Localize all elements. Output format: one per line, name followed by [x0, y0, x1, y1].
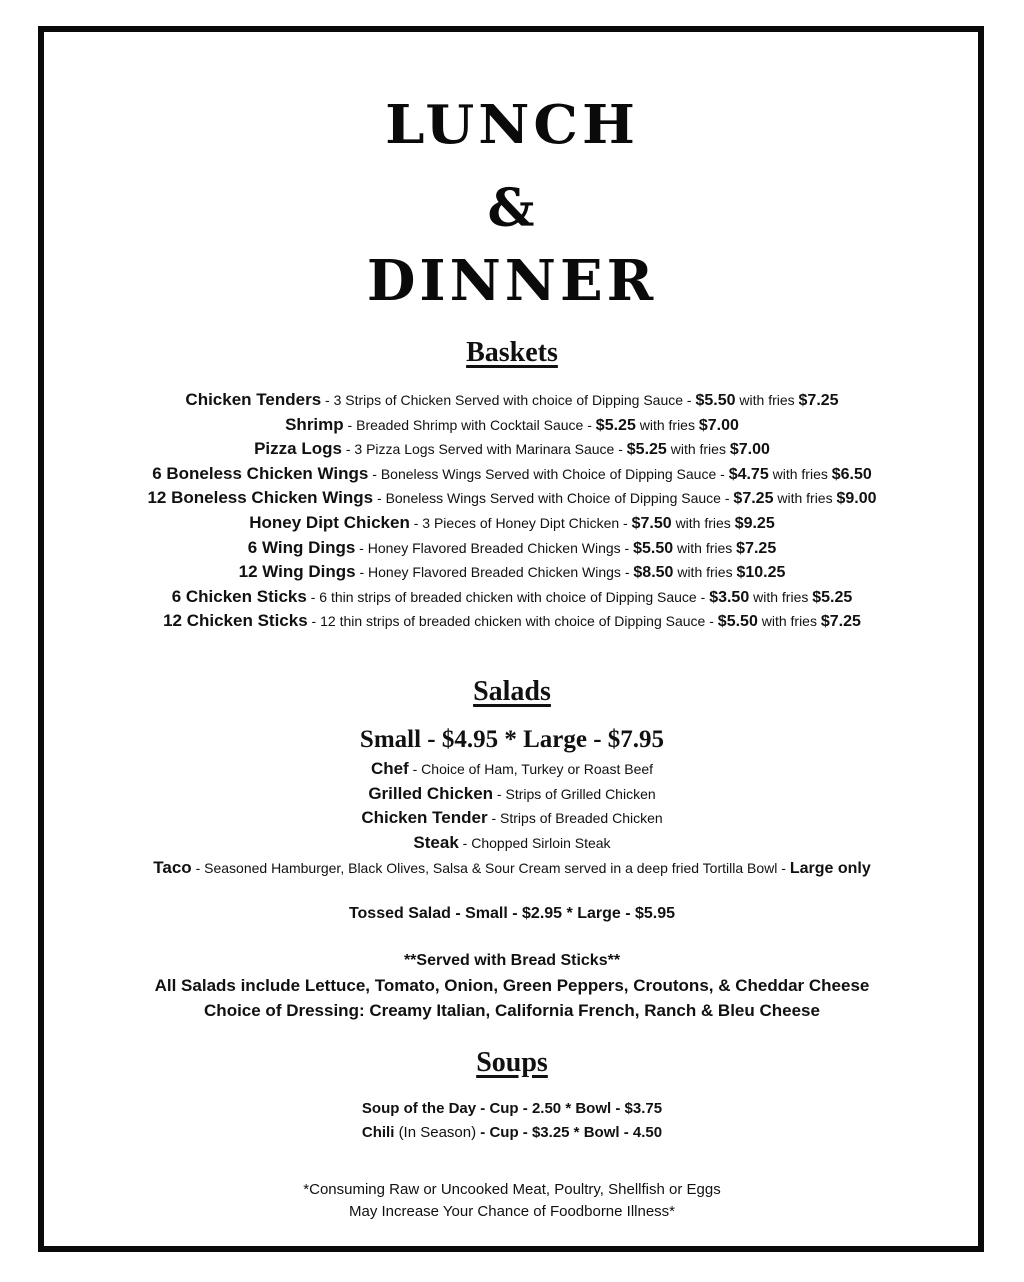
fries-label: with fries	[670, 441, 726, 458]
basket-name: Pizza Logs	[254, 439, 342, 459]
basket-price: $5.25	[595, 416, 636, 434]
basket-name: 6 Wing Dings	[247, 537, 356, 557]
salad-item: Grilled Chicken - Strips of Grilled Chicken	[368, 783, 656, 803]
fries-label: with fries	[677, 539, 733, 556]
basket-name: 12 Wing Dings	[238, 562, 356, 582]
disclaimer-line-1: *Consuming Raw or Uncooked Meat, Poultry, Shellfish or Eggs	[303, 1181, 721, 1198]
basket-price: $5.50	[695, 392, 736, 409]
basket-desc: 3 Pieces of Honey Dipt Chicken	[422, 515, 620, 531]
basket-fries-price: $10.25	[736, 564, 786, 582]
soup-cup-label: Cup	[489, 1124, 519, 1141]
salad-name: Steak	[413, 832, 459, 852]
title-dinner: DINNER	[366, 248, 658, 314]
tossed-salad: Tossed Salad - Small - $2.95 * Large - $5.95	[348, 905, 676, 922]
salads-pricing: Small - $4.95 * Large - $7.95	[359, 726, 665, 753]
salad-item: Chicken Tender - Strips of Breaded Chicken	[361, 808, 663, 827]
soup-bowl-price: 4.50	[632, 1124, 663, 1141]
basket-item: Honey Dipt Chicken - 3 Pieces of Honey Dipt Chicken - $7.50 with fries $9.25	[249, 513, 775, 532]
basket-item: Chicken Tenders - 3 Strips of Chicken Served with choice of Dipping Sauce - $5.50 with fries $7.25	[185, 390, 839, 409]
basket-name: 6 Chicken Sticks	[171, 586, 307, 606]
soup-item: Soup of the Day - Cup - 2.50 * Bowl - $3.75	[361, 1100, 663, 1117]
salad-name: Taco	[153, 858, 192, 877]
soup-cup-price: $3.25	[531, 1124, 570, 1141]
soup-cup-label: Cup	[489, 1100, 519, 1117]
basket-price: $5.50	[717, 613, 758, 631]
basket-fries-price: $5.25	[812, 588, 853, 606]
soup-bowl-label: Bowl	[575, 1100, 612, 1117]
salad-name: Chef	[370, 759, 409, 778]
basket-name: Honey Dipt Chicken	[249, 513, 410, 532]
basket-item: 12 Wing Dings - Honey Flavored Breaded Chicken Wings - $8.50 with fries $10.25	[238, 562, 786, 582]
basket-fries-price: $7.25	[820, 613, 861, 631]
disclaimer-line-2: May Increase Your Chance of Foodborne Illness*	[348, 1203, 676, 1220]
basket-price: $5.25	[626, 441, 667, 459]
fries-label: with fries	[677, 564, 733, 581]
basket-item: 6 Chicken Sticks - 6 thin strips of breaded chicken with choice of Dipping Sauce - $3.50 with fries $5.25	[171, 586, 853, 606]
salad-note: Large only	[789, 860, 871, 877]
tossed-small-label: Small	[465, 905, 508, 922]
soup-bowl-price: $3.75	[624, 1100, 663, 1117]
fries-label: with fries	[639, 416, 695, 433]
basket-item: 12 Chicken Sticks - 12 thin strips of breaded chicken with choice of Dipping Sauce - $5.50 with fries $7.25	[163, 611, 861, 631]
fries-label: with fries	[753, 588, 809, 605]
basket-price: $4.75	[728, 465, 769, 483]
basket-item: Shrimp - Breaded Shrimp with Cocktail Sauce - $5.25 with fries $7.00	[285, 414, 739, 434]
basket-name: 12 Boneless Chicken Wings	[147, 488, 374, 508]
basket-fries-price: $9.25	[734, 515, 775, 532]
basket-price: $3.50	[709, 588, 750, 606]
basket-desc: Breaded Shrimp with Cocktail Sauce	[356, 416, 584, 433]
salad-item: Chef - Choice of Ham, Turkey or Roast Beef	[370, 759, 654, 778]
fries-label: with fries	[675, 515, 731, 531]
basket-item: Pizza Logs - 3 Pizza Logs Served with Marinara Sauce - $5.25 with fries $7.00	[254, 439, 770, 459]
tossed-large-price: $5.95	[635, 905, 676, 922]
basket-name: Shrimp	[285, 414, 344, 434]
basket-desc: 3 Strips of Chicken Served with choice of Dipping Sauce	[333, 392, 684, 408]
fries-label: with fries	[772, 465, 828, 482]
salad-item-taco: Taco - Seasoned Hamburger, Black Olives, Salsa & Sour Cream served in a deep fried Tortilla Bowl - Large only	[153, 858, 871, 877]
salad-name: Grilled Chicken	[368, 783, 494, 803]
basket-name: Chicken Tenders	[185, 390, 322, 409]
soups-heading: Soups	[476, 1047, 548, 1078]
basket-item: 6 Boneless Chicken Wings - Boneless Wings Served with Choice of Dipping Sauce - $4.75 with fries $6.50	[152, 463, 872, 483]
salad-item: Steak - Chopped Sirloin Steak	[413, 832, 611, 852]
basket-desc: Boneless Wings Served with Choice of Dipping Sauce	[380, 465, 717, 482]
salad-desc: Choice of Ham, Turkey or Roast Beef	[421, 761, 654, 777]
fries-label: with fries	[761, 613, 817, 630]
title-lunch: LUNCH	[385, 93, 639, 157]
basket-fries-price: $6.50	[831, 465, 872, 483]
basket-fries-price: $9.00	[836, 490, 877, 508]
soup-name: Chili	[361, 1124, 395, 1141]
basket-desc: 3 Pizza Logs Served with Marinara Sauce	[354, 441, 615, 458]
salad-desc: Strips of Breaded Chicken	[500, 810, 663, 826]
basket-price: $7.50	[631, 515, 672, 532]
basket-desc: Honey Flavored Breaded Chicken Wings	[367, 539, 621, 556]
soup-cup-price: 2.50	[531, 1100, 562, 1117]
basket-fries-price: $7.25	[798, 392, 839, 409]
salads-heading: Salads	[473, 676, 551, 707]
basket-price: $5.50	[633, 539, 674, 557]
baskets-heading: Baskets	[466, 337, 558, 368]
title-ampersand: &	[487, 178, 537, 239]
tossed-large-label: Large	[577, 905, 621, 922]
basket-desc: 6 thin strips of breaded chicken with choice of Dipping Sauce	[319, 588, 697, 605]
bread-note: **Served with Bread Sticks**	[403, 952, 621, 969]
basket-fries-price: $7.00	[698, 416, 739, 434]
salads-dressing: Choice of Dressing: Creamy Italian, California French, Ranch & Bleu Cheese	[204, 1001, 820, 1020]
basket-price: $8.50	[633, 564, 674, 582]
basket-item: 6 Wing Dings - Honey Flavored Breaded Chicken Wings - $5.50 with fries $7.25	[247, 537, 777, 557]
salad-name: Chicken Tender	[361, 808, 488, 827]
basket-name: 6 Boneless Chicken Wings	[152, 463, 369, 483]
tossed-small-price: $2.95	[522, 905, 563, 922]
soup-bowl-label: Bowl	[583, 1124, 620, 1141]
tossed-name: Tossed Salad	[348, 905, 451, 922]
soup-name: Soup of the Day	[361, 1100, 477, 1117]
salad-desc: Strips of Grilled Chicken	[505, 785, 656, 802]
fries-label: with fries	[739, 392, 795, 408]
basket-item: 12 Boneless Chicken Wings - Boneless Wings Served with Choice of Dipping Sauce - $7.25 with fries $9.00	[147, 488, 877, 508]
basket-desc: Honey Flavored Breaded Chicken Wings	[368, 564, 621, 581]
soup-qualifier: (In Season)	[398, 1124, 477, 1141]
salad-desc: Seasoned Hamburger, Black Olives, Salsa & Sour Cream served in a deep fried Tortilla Bowl	[204, 860, 778, 876]
basket-price: $7.25	[733, 490, 774, 508]
basket-desc: Boneless Wings Served with Choice of Dipping Sauce	[385, 490, 721, 507]
soup-item: Chili (In Season) - Cup - $3.25 * Bowl - 4.50	[361, 1124, 663, 1141]
salad-desc: Chopped Sirloin Steak	[471, 834, 611, 851]
basket-name: 12 Chicken Sticks	[163, 611, 308, 631]
basket-fries-price: $7.25	[736, 539, 777, 557]
fries-label: with fries	[777, 490, 833, 507]
basket-fries-price: $7.00	[729, 441, 770, 459]
salads-includes: All Salads include Lettuce, Tomato, Onion, Green Peppers, Croutons, & Cheddar Cheese	[154, 976, 870, 995]
basket-desc: 12 thin strips of breaded chicken with choice of Dipping Sauce	[320, 613, 706, 630]
